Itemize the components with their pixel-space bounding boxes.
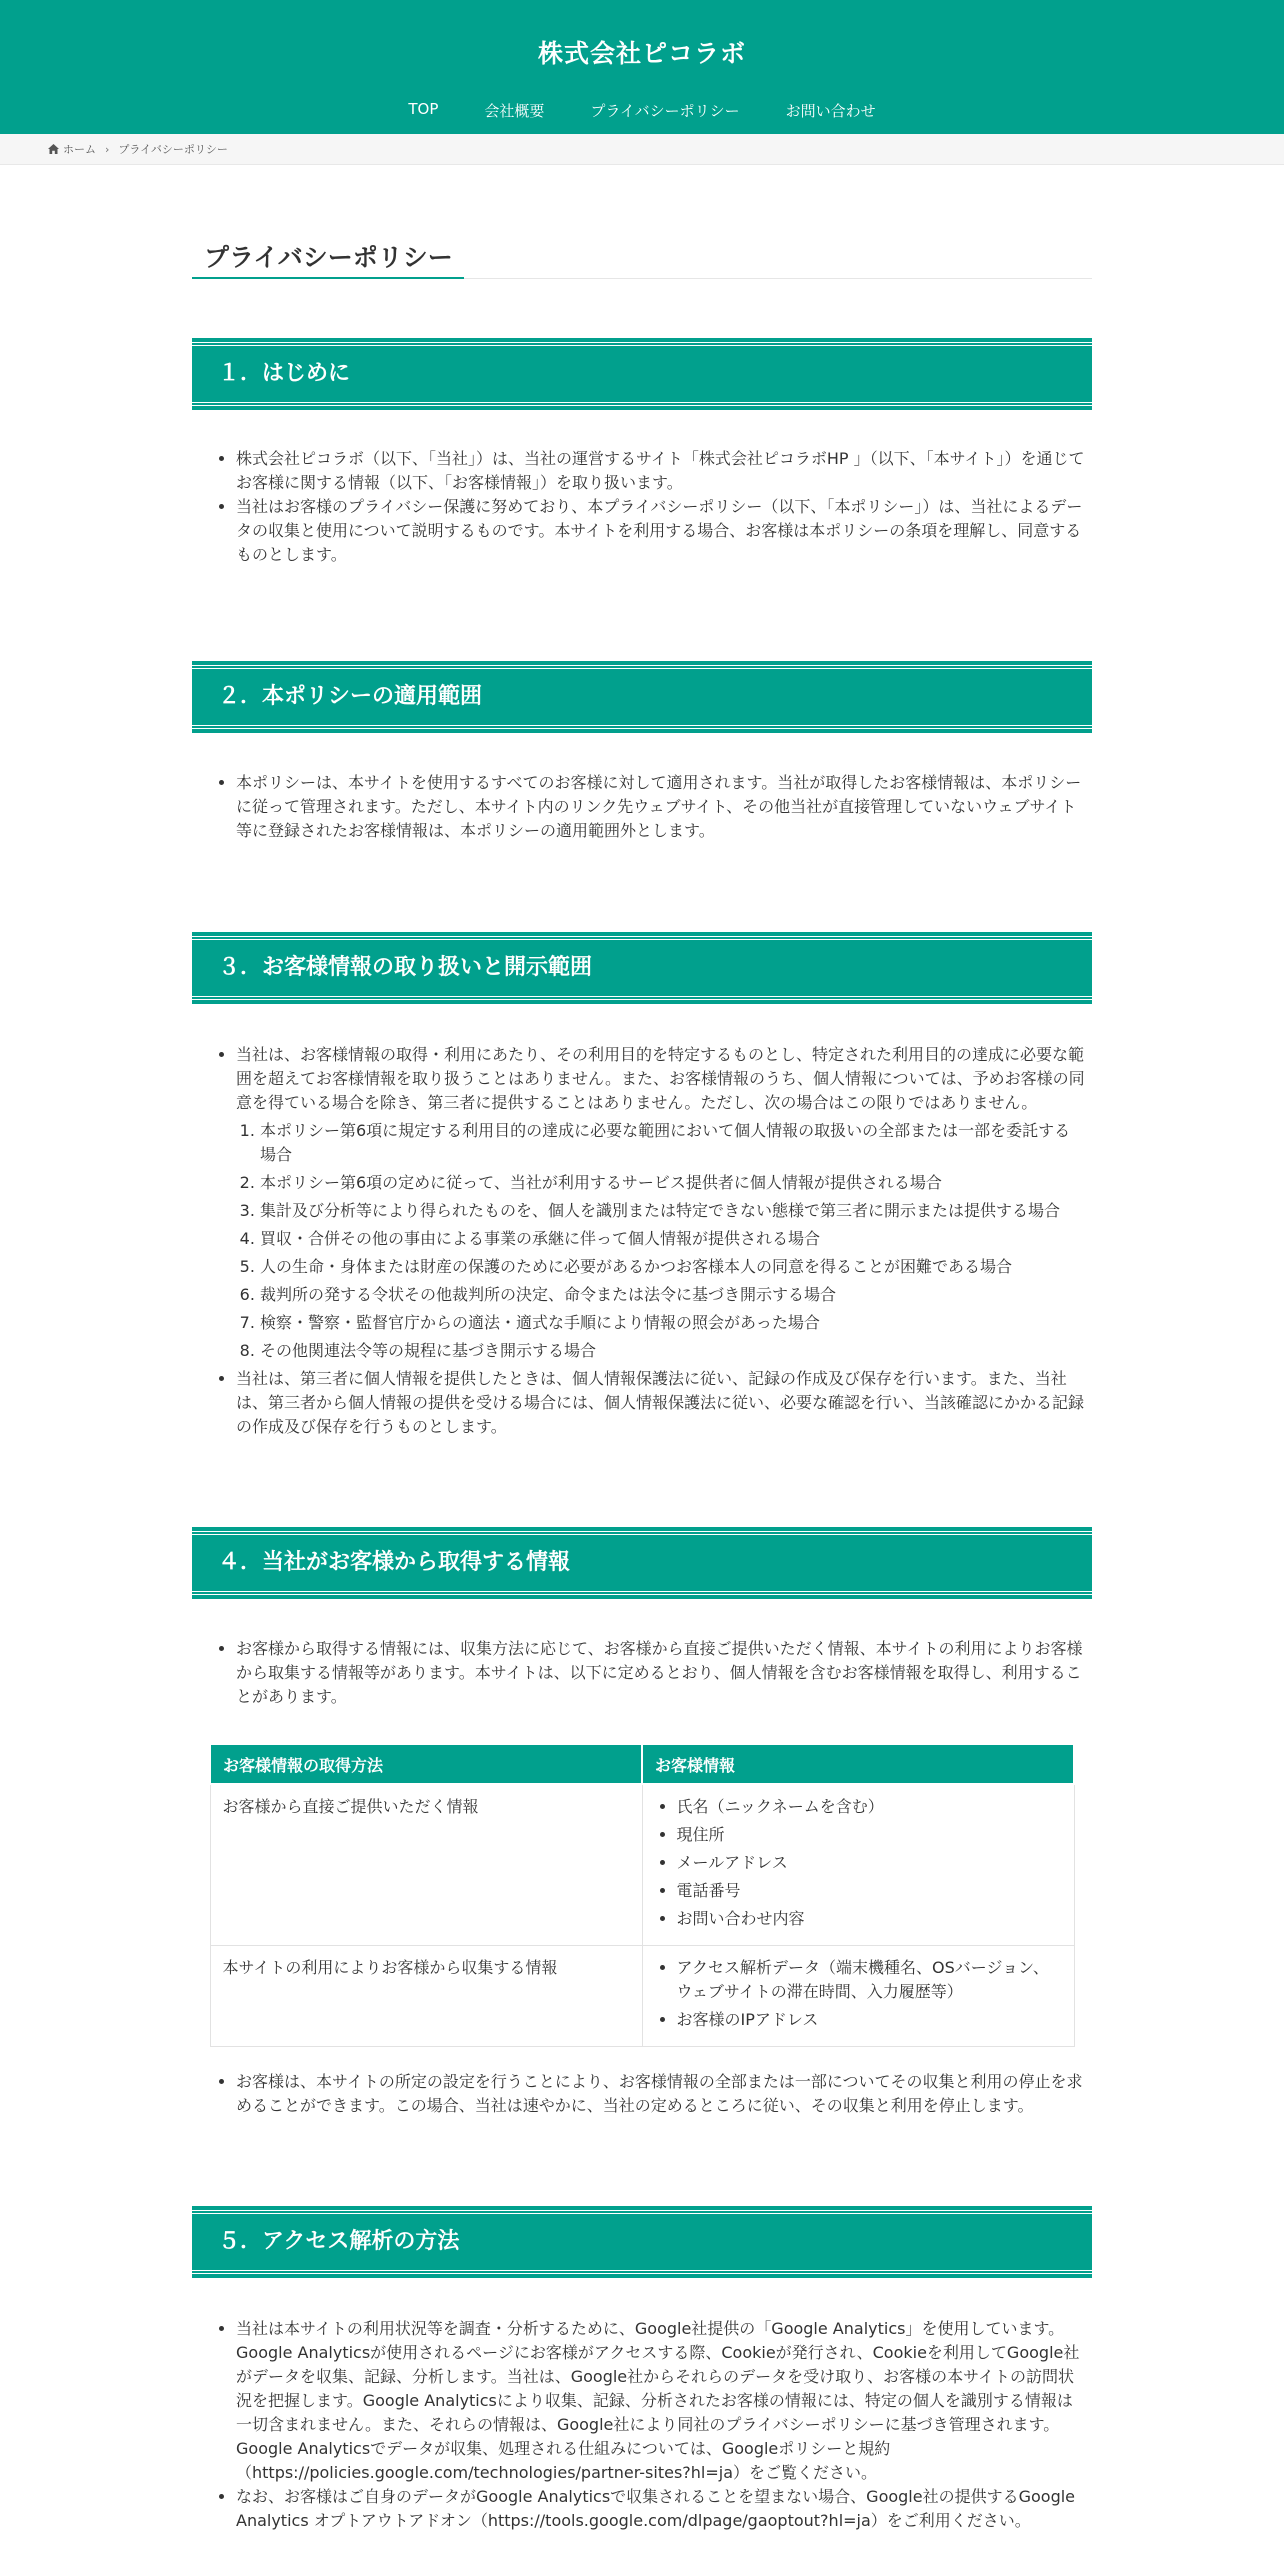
list-item: • 株式会社ピコラボ（以下、「当社」）は、当社の運営するサイト「株式会社ピコラボHP 」（以下、「本サイト」）を通じてお客様に関する情報（以下、「お客様情報」）を取り扱います。 bbox=[236, 447, 1086, 495]
page-title-wrap bbox=[192, 210, 1092, 279]
global-nav bbox=[0, 100, 1284, 121]
chevron-right-icon: › bbox=[105, 142, 110, 156]
section-heading-5 bbox=[192, 2206, 1092, 2278]
table-cell-info bbox=[642, 1784, 1074, 1946]
exception-item: 4. 買収・合併その他の事由による事業の承継に伴って個人情報が提供される場合 bbox=[260, 1227, 1086, 1251]
exception-item: 5. 人の生命・身体または財産の保護のために必要があるかつお客様本人の同意を得ることが困難である場合 bbox=[260, 1255, 1086, 1279]
table-cell-method: 本サイトの利用によりお客様から収集する情報 bbox=[210, 1946, 642, 2047]
list-item: • お客様から取得する情報には、収集方法に応じて、お客様から直接ご提供いただく情報、本サイトの利用によりお客様から取集する情報等があります。本サイトは、以下に定めるとおり、個人情報を含むお客様情報を取得し、利用することがあります。 bbox=[236, 1637, 1086, 1709]
table-row bbox=[210, 1946, 1074, 2047]
nav-item-contact[interactable]: お問い合わせ bbox=[785, 102, 876, 120]
table-header-row bbox=[210, 1744, 1074, 1784]
page-title-underline bbox=[192, 277, 464, 279]
table-cell-info bbox=[642, 1946, 1074, 2047]
list-item: • 当社はお客様のプライバシー保護に努めており、本プライバシーポリシー（以下、「本ポリシー」）は、当社によるデータの収集と使用について説明するものです。本サイトを利用する場合、お客様は本ポリシーの条項を理解し、同意するものとします。 bbox=[236, 495, 1086, 567]
exception-item: 2. 本ポリシー第6項の定めに従って、当社が利用するサービス提供者に個人情報が提供される場合 bbox=[260, 1171, 1086, 1195]
section-4-list-2 bbox=[214, 2070, 1086, 2118]
disclosure-exceptions-list bbox=[236, 1119, 1086, 1363]
info-list bbox=[655, 1956, 1062, 2032]
exception-item: 6. 裁判所の発する令状その他裁判所の決定、命令または法令に基づき開示する場合 bbox=[260, 1283, 1086, 1307]
exception-item: 3. 集計及び分析等により得られたものを、個人を識別または特定できない態様で第三者に開示または提供する場合 bbox=[260, 1199, 1086, 1223]
info-list bbox=[655, 1795, 1062, 1931]
list-item: • 本ポリシーは、本サイトを使用するすべてのお客様に対して適用されます。当社が取得したお客様情報は、本ポリシーに従って管理されます。ただし、本サイト内のリンク先ウェブサイト、その他当社が直接管理していないウェブサイト等に登録されたお客様情報は、本ポリシーの適用範囲外とします。 bbox=[236, 771, 1086, 843]
section-2-list bbox=[214, 771, 1086, 843]
exception-item: 7. 検察・警察・監督官庁からの適法・適式な手順により情報の照会があった場合 bbox=[260, 1311, 1086, 1335]
section-heading-5-text: ５．アクセス解析の方法 bbox=[218, 2229, 460, 2254]
page-title: プライバシーポリシー bbox=[204, 243, 453, 272]
nav-item-top[interactable]: TOP bbox=[408, 100, 439, 118]
info-item: • 氏名（ニックネームを含む） bbox=[677, 1795, 1062, 1819]
list-item: • 当社は本サイトの利用状況等を調査・分析するために、Google社提供の「Google Analytics」を使用しています。Google Analyticsが使用されるページにお客様がアクセスする際、Cookieが発行され、Cookieを利用してGoogle社がデータを収集、記録、分析します。当社は、Google社からそれらのデータを受け取り、お客様の本サイトの訪問状況を把握します。Google Analyticsにより収集、記録、分析されたお客様の情報には、特定の個人を識別する情報は一切含まれません。また、それらの情報は、Google社により同社のプライバシーポリシーに基づき管理されます。Google Analyticsでデータが収集、処理される仕組みについては、Googleポリシーと規約（https://policies.google.com/technologies/partner-sites?hl=ja）をご覧ください。 bbox=[236, 2317, 1086, 2485]
info-item: • お客様のIPアドレス bbox=[677, 2008, 1062, 2032]
section-3-list bbox=[214, 1043, 1086, 1439]
nav-item-privacy[interactable]: プライバシーポリシー bbox=[590, 102, 740, 120]
table-row bbox=[210, 1784, 1074, 1946]
info-item: • アクセス解析データ（端末機種名、OSバージョン、ウェブサイトの滞在時間、入力履歴等） bbox=[677, 1956, 1062, 2004]
info-item: • 現住所 bbox=[677, 1823, 1062, 1847]
breadcrumb-home-label: ホーム bbox=[63, 143, 96, 156]
section-heading-3 bbox=[192, 932, 1092, 1004]
exception-item: 8. その他関連法令等の規程に基づき開示する場合 bbox=[260, 1339, 1086, 1363]
section-heading-4 bbox=[192, 1527, 1092, 1599]
section-heading-1 bbox=[192, 338, 1092, 410]
table-header-info: お客様情報 bbox=[642, 1744, 1074, 1784]
section-heading-4-text: ４．当社がお客様から取得する情報 bbox=[218, 1550, 571, 1575]
breadcrumb bbox=[0, 134, 1284, 165]
table-header-method: お客様情報の取得方法 bbox=[210, 1744, 642, 1784]
info-table bbox=[209, 1743, 1075, 2047]
nav-item-company[interactable]: 会社概要 bbox=[484, 102, 545, 120]
list-item bbox=[236, 1043, 1086, 1363]
table-cell-method: お客様から直接ご提供いただく情報 bbox=[210, 1784, 642, 1946]
list-item: • なお、お客様はご自身のデータがGoogle Analyticsで収集されることを望まない場合、Google社の提供するGoogle Analytics オプトアウトアドオン（https://tools.google.com/dlpage/gaoptout?hl=ja）をご利用ください。 bbox=[236, 2485, 1086, 2533]
list-item-text: 当社は、お客様情報の取得・利用にあたり、その利用目的を特定するものとし、特定された利用目的の達成に必要な範囲を超えてお客様情報を取り扱うことはありません。また、お客様情報のうち、個人情報については、予めお客様の同意を得ている場合を除き、第三者に提供することはありません。ただし、次の場合はこの限りではありません。 bbox=[236, 1045, 1085, 1112]
section-heading-2 bbox=[192, 661, 1092, 733]
site-header bbox=[0, 0, 1284, 134]
section-heading-3-text: ３．お客様情報の取り扱いと開示範囲 bbox=[218, 955, 593, 980]
section-1-list bbox=[214, 447, 1086, 567]
site-title[interactable]: 株式会社ピコラボ bbox=[537, 39, 746, 68]
list-item: • 当社は、第三者に個人情報を提供したときは、個人情報保護法に従い、記録の作成及び保存を行います。また、当社は、第三者から個人情報の提供を受ける場合には、個人情報保護法に従い、必要な確認を行い、当該確認にかかる記録の作成及び保存を行うものとします。 bbox=[236, 1367, 1086, 1439]
info-item: • 電話番号 bbox=[677, 1879, 1062, 1903]
breadcrumb-home[interactable] bbox=[48, 141, 96, 157]
list-item: • お客様は、本サイトの所定の設定を行うことにより、お客様情報の全部または一部についてその収集と利用の停止を求めることができます。この場合、当社は速やかに、当社の定めるところに従い、その収集と利用を停止します。 bbox=[236, 2070, 1086, 2118]
home-icon bbox=[48, 144, 59, 154]
exception-item: 1. 本ポリシー第6項に規定する利用目的の達成に必要な範囲において個人情報の取扱いの全部または一部を委託する場合 bbox=[260, 1119, 1086, 1167]
section-5-list bbox=[214, 2317, 1086, 2533]
breadcrumb-current: プライバシーポリシー bbox=[118, 143, 228, 156]
info-item: • メールアドレス bbox=[677, 1851, 1062, 1875]
section-heading-1-text: １．はじめに bbox=[218, 361, 351, 386]
section-heading-2-text: ２．本ポリシーの適用範囲 bbox=[218, 684, 483, 709]
section-4-list bbox=[214, 1637, 1086, 1709]
info-item: • お問い合わせ内容 bbox=[677, 1907, 1062, 1931]
main-content bbox=[192, 210, 1092, 2530]
